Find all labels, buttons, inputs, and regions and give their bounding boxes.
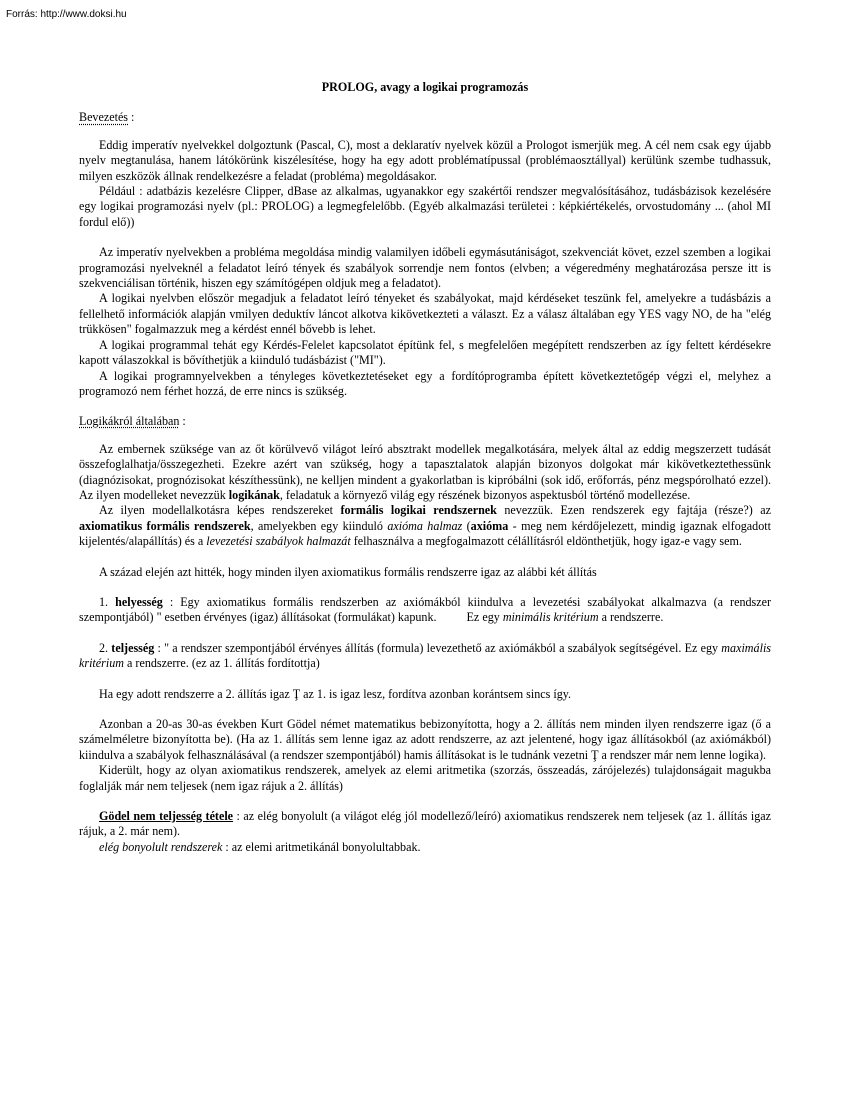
bold-term: formális logikai rendszernek — [340, 503, 497, 518]
list-item-teljesseg: 2. teljesség : " a rendszer szempontjából érvényes állítás (formula) levezethető az axiómákból a szabályok segítségével. Ez egy maximális kritérium a rendszerre. (ez az 1. állítás fordítottja) — [79, 640, 772, 671]
paragraph: A század elején azt hitték, hogy minden ilyen axiomatikus formális rendszerre igaz az alábbi két állítás — [99, 564, 597, 579]
document-title: PROLOG, avagy a logikai programozás — [321, 80, 529, 94]
document-page — [79, 80, 771, 855]
paragraph: Az ilyen modellalkotásra képes rendszereket formális logikai rendszernek nevezzük. Ezen rendszerek egy fajtája (része?) az axiomatikus formális rendszerek, amelyekben egy kiinduló axióma halmaz (axióma - meg nem kérdőjelezett, mindig igaznak elfogadott kijelentés/alapállítás) és a levezetési szabályok halmazát felhasználva a megfogalmazott célállításról eldönthetjük, hogy igaz-e vagy sem. — [79, 503, 771, 549]
section-heading-logikakrol — [79, 414, 771, 429]
bold-term: helyesség — [115, 594, 163, 609]
source-label: Forrás: http://www.doksi.hu — [6, 9, 127, 20]
bold-term: axiomatikus formális rendszerek — [79, 518, 251, 533]
heading-colon: : — [128, 110, 135, 125]
section-heading-text: Bevezetés — [79, 110, 129, 125]
bold-term: teljesség — [111, 640, 155, 655]
italic-term: elég bonyolult rendszerek — [99, 839, 223, 854]
italic-term: levezetési szabályok halmazát — [206, 534, 351, 549]
heading-colon: : — [179, 414, 186, 429]
paragraph: Ha egy adott rendszerre a 2. állítás igaz Ţ az 1. is igaz lesz, fordítva azonban korántsem sincs így. — [99, 686, 572, 701]
paragraph: Például : adatbázis kezelésre Clipper, dBase az alkalmas, ugyanakkor egy szakértői rendszer megvalósításához, tudásbázisok kezelésére egy logikai programozási nyelv (pl.: PROLOG) a legmegfelelőbb. (Egyéb alkalmazási területei : képkiértékelés, orvostudomány ... (ahol MI fordul elő)) — [79, 184, 771, 229]
paragraph: Az embernek szüksége van az őt körülvevő világot leíró absztrakt modellek megalkotására, melyek által az eddig megszerzett tudását összefoglalhatja/összegezheti. Ezekre azért van szükség, hogy a tapasztalatok alapján bizonyos dolgokat már kikövetkeztethessünk (diagnózisokat, prognózisokat készíthessünk), ne kelljen mindent a gyakorlatban is kipróbálni (sok idő, erőforrás, pénz megspórolható ezzel). Az ilyen modelleket nevezzük logikának, feladatuk a környező világ egy részének bizonyos aspektusból történő modellezése. — [79, 441, 771, 502]
paragraph: Kiderült, hogy az olyan axiomatikus rendszerek, amelyek az elemi aritmetika (szorzás, összeadás, zárójelezés) tulajdonságait magukba foglalják már nem teljesek (nem igaz rájuk a 2. állítás) — [79, 763, 771, 793]
godel-title: Gödel nem teljesség tétele — [99, 809, 234, 824]
paragraph: A logikai programnyelvekben a tényleges következtetéseket egy a fordítóprogramba épített következtetőgép végzi el, melyhez a programozó nem férhet hozzá, de erre nincs is szükség. — [79, 368, 771, 398]
paragraph: Az imperatív nyelvekben a probléma megoldása mindig valamilyen időbeli egymásutániságot, szekvenciát követ, ezzel szemben a logikai programozási nyelveknél a feladatot leíró tények és szabályok sorrendje nem fontos (elvben; a végeredmény meghatározása persze itt is szekvenciálisan történik, hiszen egy számítógépen oldjuk meg a feladatot). — [79, 245, 771, 291]
list-item-helyesseg: 1. helyesség : Egy axiomatikus formális rendszerben az axiómákból kiindulva a levezetési szabályokat alkalmazva (a rendszer szempontjából) " esetben érvényes (igaz) állításokat (formulákat) kapunk. Ez egy minimális kritérium a rendszerre. — [79, 594, 772, 625]
italic-term: axióma halmaz — [387, 518, 463, 533]
section-heading-text: Logikákról általában — [79, 414, 180, 429]
bold-term: logikának — [228, 487, 280, 502]
godel-theorem: Gödel nem teljesség tétele : az elég bonyolult (a világot elég jól modellező/leíró) axiomatikus rendszerek nem teljesek (az 1. állítás igaz rájuk, a 2. már nem). — [79, 809, 771, 839]
paragraph: A logikai programmal tehát egy Kérdés-Felelet kapcsolatot építünk fel, s megfelelően megépített rendszerben az így feltett kérdésekre kapott válaszokkal is bővíthetjük a kiinduló tudásbázist ("MI"). — [79, 337, 771, 368]
italic-term: maximális kritérium — [79, 640, 772, 671]
paragraph: Eddig imperatív nyelvekkel dolgoztunk (Pascal, C), most a deklaratív nyelvek közül a Prologot ismerjük meg. A cél nem csak egy újabb nyelv megtanulása, hanem látókörünk kiszélesítése, hogy ha egy adott problématípussal (problémaosztállyal) kerülünk szembe tudhassuk, milyen eszközök állnak rendelkezésre a feladat (probléma) megoldásakor. — [79, 137, 771, 183]
italic-term: minimális kritérium — [502, 610, 599, 625]
paragraph: A logikai nyelvben először megadjuk a feladatot leíró tényeket és szabályokat, majd kérdéseket teszünk fel, amelyekre a tudásbázis a fellelhető információk alapján vmilyen deduktív láncot alkotva kikövetkezteti a választ. Ez a válasz általában egy YES vagy NO, de ha "elég trükkösen" fogalmazzuk meg a kérdést ennél bővebb is lehet. — [79, 291, 771, 337]
section-heading-bevezetes — [79, 110, 771, 125]
paragraph: Azonban a 20-as 30-as években Kurt Gödel német matematikus bebizonyította, hogy a 2. állítás nem minden ilyen rendszerre igaz (ő a számelméletre bizonyította be). (Ha az 1. állítás sem lenne igaz az adott rendszerre, az azt jelentené, hogy igaz állításokból (az axiómákból) kiindulva a szabályok felhasználásával (a rendszer szempontjából) hamis állításokat is le tudnánk vezetni Ţ a rendszer már nem lenne logika). — [79, 717, 771, 762]
godel-definition: elég bonyolult rendszerek : az elemi aritmetikánál bonyolultabbak. — [99, 839, 421, 854]
bold-term: axióma — [470, 518, 509, 533]
